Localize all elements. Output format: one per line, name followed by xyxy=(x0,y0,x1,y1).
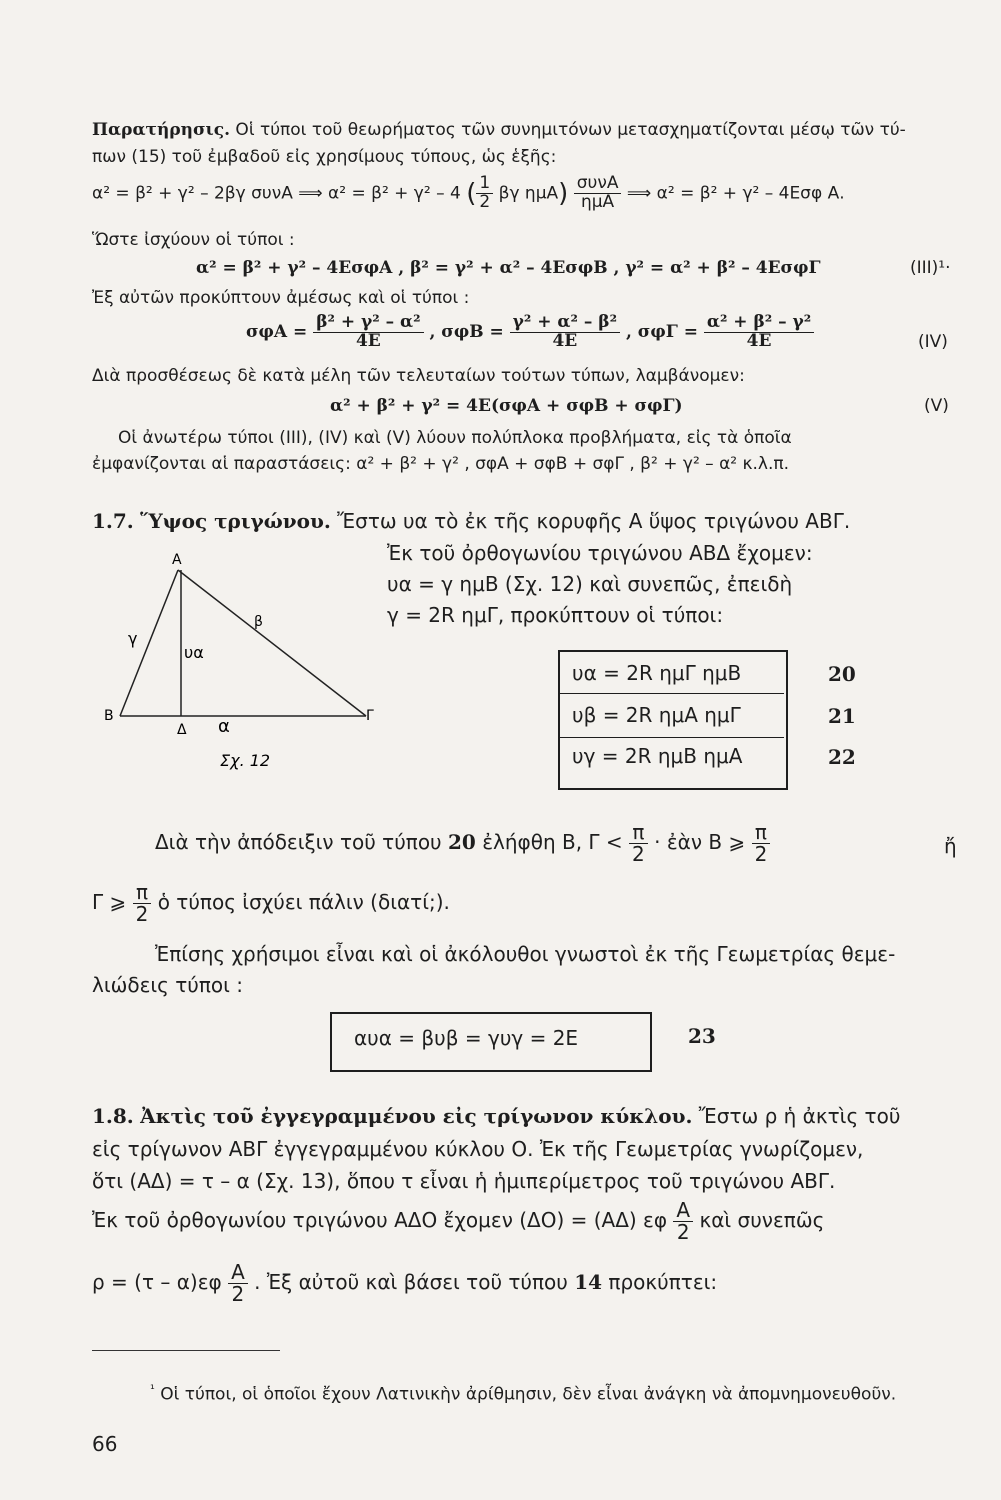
formula-number-20: 20 xyxy=(828,662,856,686)
side-AG xyxy=(178,570,366,716)
vertex-B: Β xyxy=(104,708,114,724)
label-side-a: α xyxy=(218,716,230,737)
formula-21: υβ = 2R ημΑ ημΓ xyxy=(572,703,741,727)
footnote-rule xyxy=(92,1350,280,1351)
from-these-text: Ἐξ αὐτῶν προκύπτουν ἀμέσως καὶ οἱ τύποι : xyxy=(92,288,470,308)
vertex-G: Γ xyxy=(366,708,374,724)
table-divider xyxy=(560,693,784,694)
pi-half-fraction: $\frac{\pi}{2}$ xyxy=(133,882,152,925)
vertex-A: Α xyxy=(172,552,182,568)
formula-22: υγ = 2R ημΒ ημΑ xyxy=(572,744,743,768)
observation-line-2: πων (15) τοῦ ἐμβαδοῦ εἰς χρησίμους τύπους, ὡς ἑξῆς: xyxy=(92,147,557,167)
figure-caption: Σχ. 12 xyxy=(220,751,271,770)
tag-III: (III)¹· xyxy=(910,258,951,278)
formula-20: υα = 2R ημΓ ημΒ xyxy=(572,661,742,685)
label-height: υα xyxy=(184,643,204,662)
section-1-7-line-4: γ = 2R ημΓ, προκύπτουν οἱ τύποι: xyxy=(387,603,724,627)
formula-number-21: 21 xyxy=(828,704,856,728)
section-1-7-line-2: Ἐκ τοῦ ὀρθογωνίου τριγώνου ΑΒΔ ἔχομεν: xyxy=(387,541,813,565)
section-number: 1.8. xyxy=(92,1104,134,1128)
formula-number-22: 22 xyxy=(828,745,856,769)
proof-line-2: Γ ⩾ $\frac{\pi}{2}$ ὁ τύπος ἰσχύει πάλιν (διατί;). xyxy=(92,880,450,926)
observation-label: Παρατήρησις. xyxy=(92,120,231,140)
pi-half-fraction: $\frac{\pi}{2}$ xyxy=(629,822,648,865)
cosine-transform-equation: α² = β² + γ² – 2βγ συνΑ ⟹ α² = β² + γ² – 4 ( $\frac{1}{2}$ βγ ημΑ) $\frac{\text{συνΑ}}{\text{ημΑ}}$ ⟹ α² = β² + γ² – 4Εσφ Α. xyxy=(92,173,845,212)
label-side-b: β xyxy=(254,614,263,630)
addition-text: Διὰ προσθέσεως δὲ κατὰ μέλη τῶν τελευταίων τούτων τύπων, λαμβάνομεν: xyxy=(92,366,745,386)
footnote-text: Οἱ τύποι, οἱ ὁποῖοι ἔχουν Λατινικὴν ἀρίθμησιν, δὲν εἶναι ἀνάγκη νὰ ἀπομνημονευθοῦν. xyxy=(160,1384,897,1405)
half-angle-fraction: $\frac{A}{2}$ xyxy=(228,1262,248,1305)
section-1-8-line-2: εἰς τρίγωνον ΑΒΓ ἐγγεγραμμένου κύκλου Ο. Ἐκ τῆς Γεωμετρίας γνωρίζομεν, xyxy=(92,1137,864,1161)
footnote xyxy=(150,1382,896,1405)
formula-III: α² = β² + γ² – 4ΕσφΑ , β² = γ² + α² – 4ΕσφΒ , γ² = α² + β² – 4ΕσφΓ xyxy=(196,258,821,278)
formula-IV: σφΑ = $\frac{\text{β² + γ² – α²}}{4E}$ , σφΒ = $\frac{\text{γ² + α² – β²}}{4E}$ , σφΓ = $\frac{\text{α² + β² – γ²}}{4E}$ xyxy=(246,314,814,351)
foot-D: Δ xyxy=(177,722,187,738)
table-divider xyxy=(560,737,784,738)
observation-line-1: Παρατήρησις. Οἱ τύποι τοῦ θεωρήματος τῶν συνημιτόνων μετασχηματίζονται μέσῳ τῶν τύ- xyxy=(92,120,906,140)
footnote-mark: ¹ xyxy=(150,1382,155,1396)
hence-text: Ὥστε ἰσχύουν οἱ τύποι : xyxy=(92,230,295,250)
formula-23: αυα = βυβ = γυγ = 2Ε xyxy=(354,1026,579,1050)
section-1-7-line-3: υα = γ ημΒ (Σχ. 12) καὶ συνεπῶς, ἐπειδὴ xyxy=(387,572,793,596)
label-side-c: γ xyxy=(128,629,138,648)
proof-line-1: Διὰ τὴν ἀπόδειξιν τοῦ τύπου 20 ἐλήφθη Β, Γ < $\frac{\pi}{2}$ · ἐὰν Β ⩾ $\frac{\pi}{2}$ xyxy=(155,822,770,865)
half-fraction: $\frac{1}{2}$ xyxy=(476,175,493,212)
also-line-2: λιώδεις τύποι : xyxy=(92,973,244,997)
solve-line-1: Οἱ ἀνωτέρω τύποι (III), (IV) καὶ (V) λύουν πολύπλοκα προβλήματα, εἰς τὰ ὁποῖα xyxy=(118,428,792,448)
also-line-1: Ἐπίσης χρήσιμοι εἶναι καὶ οἱ ἀκόλουθοι γνωστοὶ ἐκ τῆς Γεωμετρίας θεμε- xyxy=(155,942,896,966)
section-title: Ὕψος τριγώνου. xyxy=(140,509,331,533)
half-angle-fraction: $\frac{A}{2}$ xyxy=(673,1200,693,1243)
section-1-8-line-4: Ἐκ τοῦ ὀρθογωνίου τριγώνου ΑΔΟ ἔχομεν (ΔΟ) = (ΑΔ) εφ $\frac{A}{2}$ καὶ συνεπῶς xyxy=(92,1198,825,1244)
tag-IV: (IV) xyxy=(918,332,948,352)
pi-half-fraction: $\frac{\pi}{2}$ xyxy=(752,822,771,865)
section-1-8-line-5: ρ = (τ – α)εφ $\frac{A}{2}$ . Ἐξ αὐτοῦ καὶ βάσει τοῦ τύπου 14 προκύπτει: xyxy=(92,1260,718,1306)
section-1-8-heading: 1.8. Ἀκτὶς τοῦ ἐγγεγραμμένου εἰς τρίγωνον κύκλου. Ἔστω ρ ἡ ἀκτὶς τοῦ xyxy=(92,1104,901,1128)
formula-V: α² + β² + γ² = 4Ε(σφΑ + σφΒ + σφΓ) xyxy=(330,396,683,416)
cos-over-sin-fraction: $\frac{\text{συνΑ}}{\text{ημΑ}}$ xyxy=(574,175,622,212)
tag-V: (V) xyxy=(924,396,949,416)
section-title: Ἀκτὶς τοῦ ἐγγεγραμμένου εἰς τρίγωνον κύκλου. xyxy=(140,1104,693,1128)
section-1-8-line-3: ὅτι (ΑΔ) = τ – α (Σχ. 13), ὅπου τ εἶναι ἡ ἡμιπερίμετρος τοῦ τριγώνου ΑΒΓ. xyxy=(92,1169,836,1193)
solve-line-2: ἐμφανίζονται αἱ παραστάσεις: α² + β² + γ² , σφΑ + σφΒ + σφΓ , β² + γ² – α² κ.λ.π. xyxy=(92,454,790,474)
formula-number-23: 23 xyxy=(688,1024,716,1048)
section-number: 1.7. xyxy=(92,509,134,533)
section-1-7-heading: 1.7. Ὕψος τριγώνου. Ἔστω υα τὸ ἐκ τῆς κορυφῆς Α ὕψος τριγώνου ΑΒΓ. xyxy=(92,509,851,533)
triangle-figure-12 xyxy=(100,548,390,778)
page-number: 66 xyxy=(92,1432,118,1456)
proof-or: ἤ xyxy=(944,834,957,858)
